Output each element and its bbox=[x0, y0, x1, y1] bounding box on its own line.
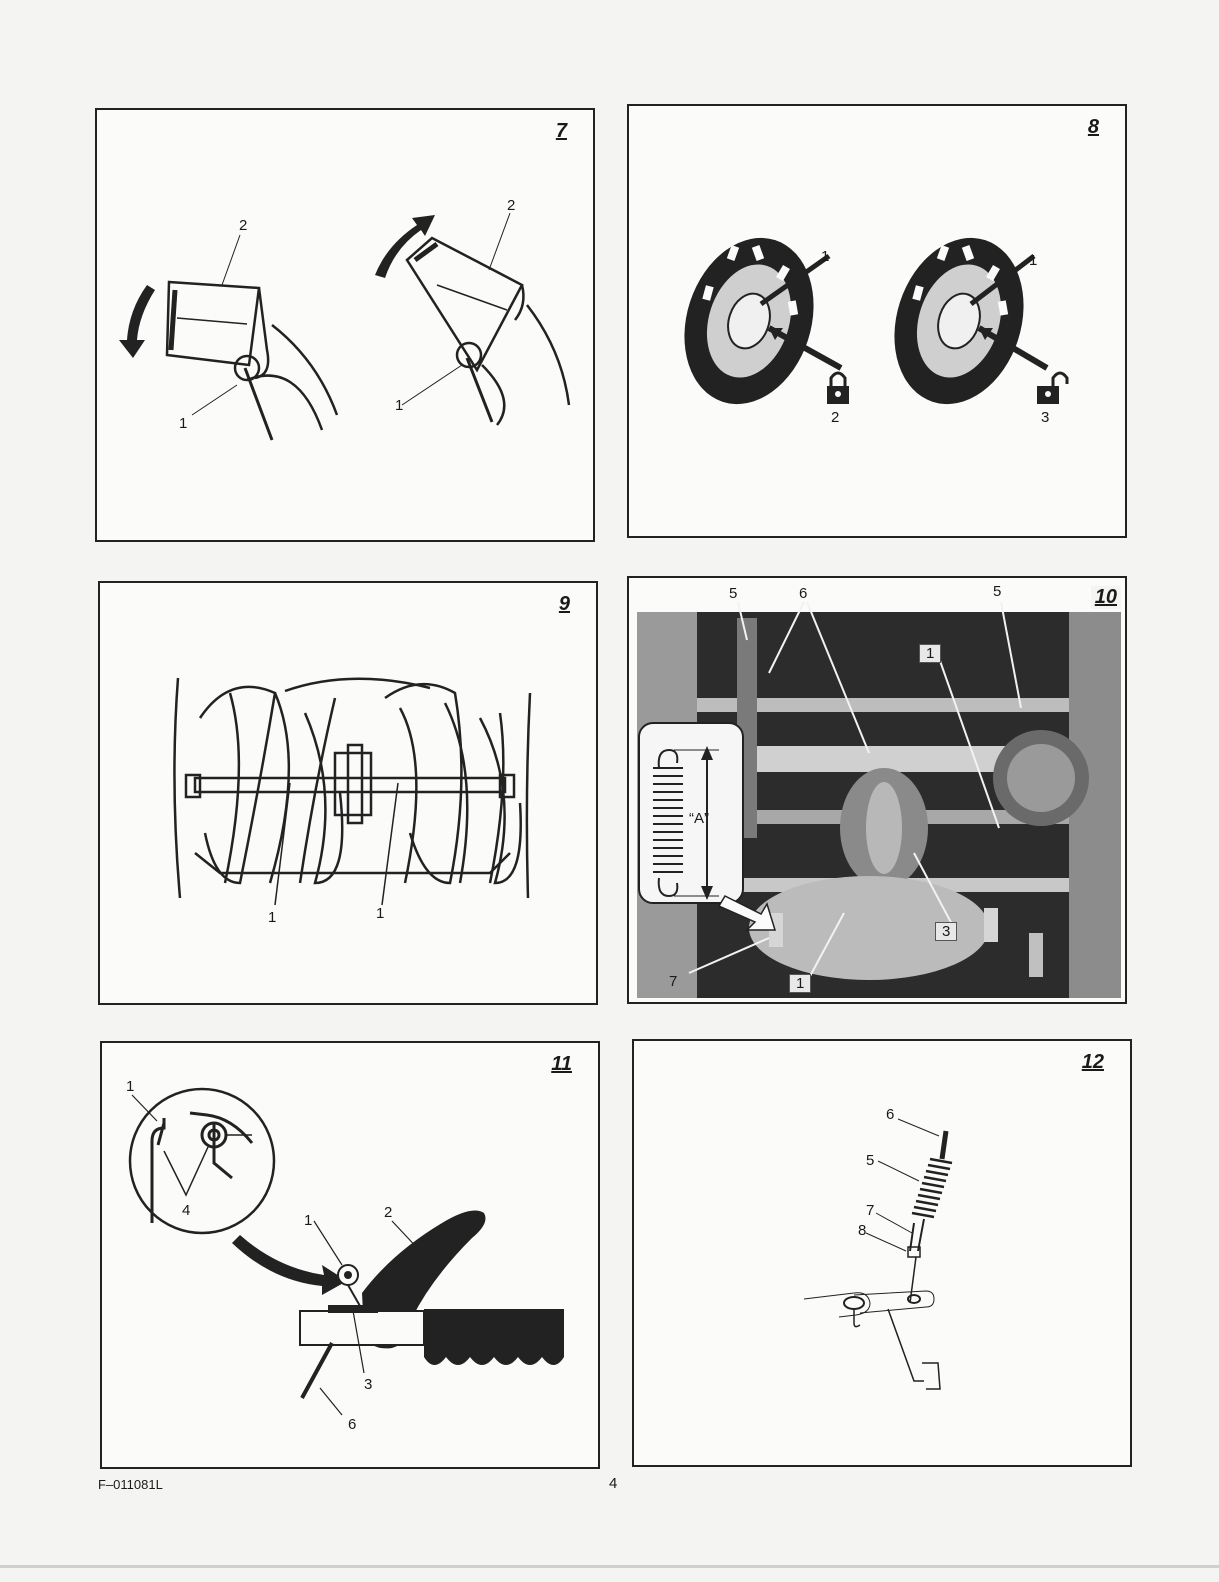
chute-deflector-illustration bbox=[97, 110, 595, 542]
figure-11-panel bbox=[100, 1041, 600, 1469]
callout-3: 3 bbox=[935, 922, 957, 941]
figure-10-panel bbox=[627, 576, 1127, 1004]
figure-number: 10 bbox=[1091, 586, 1121, 609]
callout-4: 4 bbox=[182, 1202, 191, 1219]
callout-2-locked: 2 bbox=[831, 409, 840, 426]
callout-1: 1 bbox=[268, 909, 277, 926]
wheel-lock-illustration bbox=[629, 106, 1127, 538]
figure-number: 11 bbox=[551, 1053, 572, 1075]
form-number: F–011081L bbox=[98, 1477, 163, 1492]
callout-2: 2 bbox=[507, 197, 516, 214]
figure-7-panel bbox=[95, 108, 595, 542]
callout-5: 5 bbox=[866, 1152, 875, 1169]
callout-1: 1 bbox=[789, 974, 811, 993]
auger-illustration bbox=[100, 583, 598, 1005]
callout-5: 5 bbox=[993, 583, 1002, 600]
callout-1: 1 bbox=[376, 905, 385, 922]
cable-spring-illustration bbox=[634, 1041, 1132, 1467]
figure-number: 12 bbox=[1081, 1051, 1104, 1073]
callout-3: 3 bbox=[364, 1376, 373, 1393]
callout-7: 7 bbox=[669, 973, 678, 990]
figure-9-panel bbox=[98, 581, 598, 1005]
callout-1: 1 bbox=[179, 415, 188, 432]
callout-8: 8 bbox=[858, 1222, 867, 1239]
figure-12-panel bbox=[632, 1039, 1132, 1467]
callout-1: 1 bbox=[304, 1212, 313, 1229]
figure-number: 8 bbox=[1087, 116, 1099, 138]
callout-1: 1 bbox=[1029, 252, 1038, 269]
page-number: 4 bbox=[609, 1475, 618, 1492]
callout-1: 1 bbox=[821, 248, 830, 265]
callout-1: 1 bbox=[919, 644, 941, 663]
callout-6: 6 bbox=[799, 585, 808, 602]
callout-3-unlocked: 3 bbox=[1041, 409, 1050, 426]
callout-7: 7 bbox=[866, 1202, 875, 1219]
figure-8-panel bbox=[627, 104, 1127, 538]
callout-5: 5 bbox=[729, 585, 738, 602]
scan-edge bbox=[0, 1565, 1219, 1568]
figure-number: 7 bbox=[555, 120, 567, 142]
callout-6: 6 bbox=[886, 1106, 895, 1123]
figure-number: 9 bbox=[558, 593, 570, 615]
callout-2: 2 bbox=[239, 217, 248, 234]
callout-2: 2 bbox=[384, 1204, 393, 1221]
callout-6: 6 bbox=[348, 1416, 357, 1433]
drive-mechanism-photo bbox=[629, 578, 1127, 1004]
dimension-a-label: “A” bbox=[689, 810, 709, 827]
control-lever-illustration bbox=[102, 1043, 600, 1469]
callout-1: 1 bbox=[126, 1078, 135, 1095]
callout-1: 1 bbox=[395, 397, 404, 414]
